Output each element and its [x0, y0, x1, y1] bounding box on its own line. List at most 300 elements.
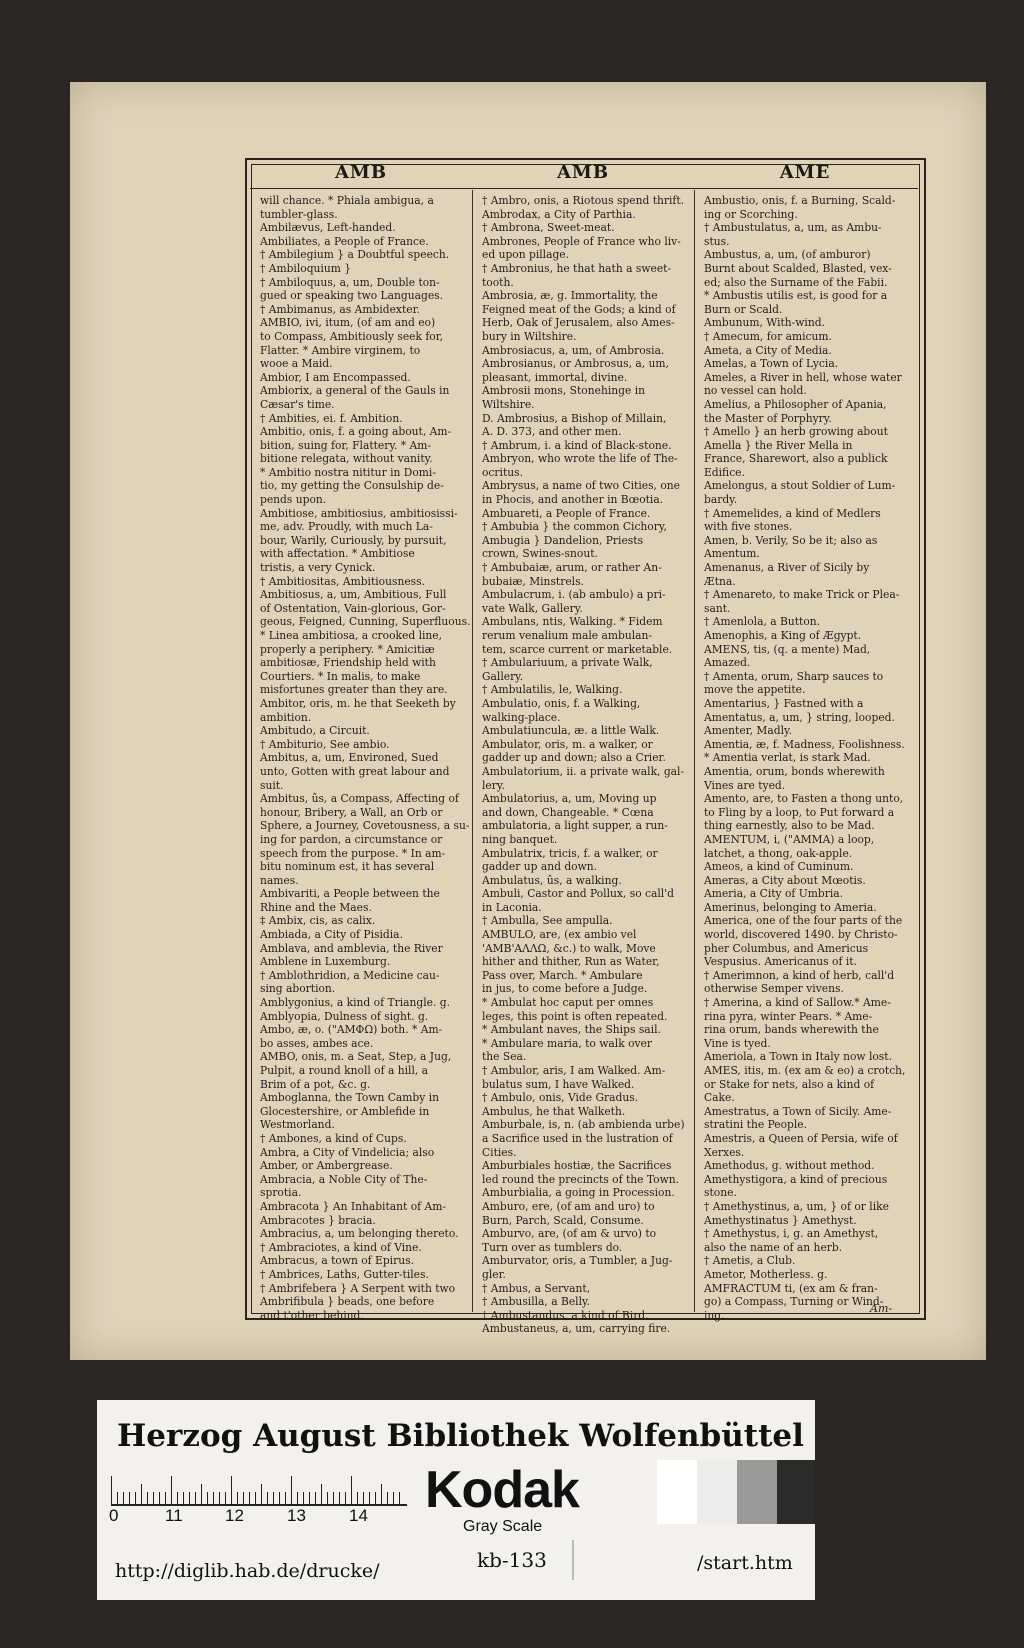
dictionary-line: † Ambulatilis, le, Walking. [482, 683, 623, 697]
scale-ruler [111, 1474, 407, 1506]
dictionary-line: Amentatus, a, um, } string, looped. [704, 710, 895, 724]
dictionary-line: Ambulatio, onis, f. a Walking, [482, 696, 641, 710]
dictionary-line: Ambrosii mons, Stonehinge in [482, 384, 645, 398]
dictionary-line: AMENS, tis, (q. a mente) Mad, [704, 642, 871, 656]
dictionary-line: † Ambusilla, a Belly. [482, 1295, 591, 1309]
dictionary-line: Ambitiose, ambitiosius, ambitiosissi- [260, 506, 458, 520]
dictionary-line: Flatter. * Ambire virginem, to [260, 343, 421, 357]
dictionary-line: Ambustaneus, a, um, carrying fire. [482, 1322, 671, 1336]
dictionary-line: suit. [260, 778, 284, 792]
dictionary-line: Pass over, March. * Ambulare [482, 968, 643, 982]
dictionary-line: Ambracia, a Noble City of The- [260, 1172, 428, 1186]
ruler-tick [111, 1476, 112, 1504]
dictionary-line: Ambunum, With-wind. [704, 316, 825, 330]
ruler-tick [141, 1484, 142, 1504]
dictionary-line: † Amethystinus, a, um, } of or like [704, 1199, 889, 1213]
dictionary-line: Ambivariti, a People between the [260, 887, 440, 901]
dictionary-line: Ambitio, onis, f. a going about, Am- [260, 425, 452, 439]
dictionary-line: Ambitiosus, a, um, Ambitious, Full [260, 588, 447, 602]
dictionary-line: Herb, Oak of Jerusalem, also Ames- [482, 316, 675, 330]
dictionary-line: speech from the purpose. * In am- [260, 846, 446, 860]
ruler-tick [117, 1492, 118, 1504]
ruler-tick [153, 1492, 154, 1504]
dictionary-line: rina orum, bands wherewith the [704, 1023, 879, 1037]
ruler-tick [213, 1492, 214, 1504]
ruler-tick [333, 1492, 334, 1504]
dictionary-line: † Amecum, for amicum. [704, 329, 832, 343]
ruler-tick [303, 1492, 304, 1504]
dictionary-line: thing earnestly, also to be Mad. [704, 819, 875, 833]
dictionary-line: Ambulatrix, tricis, f. a walker, or [482, 846, 658, 860]
dictionary-line: Amestris, a Queen of Persia, wife of [704, 1131, 898, 1145]
dictionary-line: stone. [704, 1186, 737, 1200]
dictionary-line: † Ambubia } the common Cichory, [482, 520, 667, 534]
ruler-number: 14 [349, 1506, 368, 1525]
dictionary-line: † Ambrona, Sweet-meat. [482, 221, 615, 235]
dictionary-line: bo asses, ambes ace. [260, 1036, 374, 1050]
dictionary-line: Amenter, Madly. [704, 724, 792, 738]
dictionary-line: † Ambrices, Laths, Gutter-tiles. [260, 1267, 429, 1281]
dictionary-line: Courtiers. * In malis, to make [260, 669, 421, 683]
dictionary-line: unto, Gotten with great labour and [260, 764, 450, 778]
ruler-tick [315, 1492, 316, 1504]
dictionary-line: Ambrodax, a City of Parthia. [482, 207, 636, 221]
dictionary-line: Amethodus, g. without method. [704, 1159, 875, 1173]
ruler-tick [237, 1492, 238, 1504]
dictionary-line: in Phocis, and another in Bœotia. [482, 493, 664, 507]
ruler-tick [369, 1492, 370, 1504]
ruler-tick [291, 1476, 292, 1504]
dictionary-line: Ambulatorius, a, um, Moving up [482, 792, 657, 806]
dictionary-line: go) a Compass, Turning or Wind- [704, 1295, 884, 1309]
dictionary-line: Brim of a pot, &c. g. [260, 1077, 371, 1091]
dictionary-line: Amboglanna, the Town Camby in [260, 1091, 440, 1105]
ruler-tick [129, 1492, 130, 1504]
dictionary-line: Amburbale, is, n. (ab ambienda urbe) [482, 1118, 685, 1132]
ruler-tick [243, 1492, 244, 1504]
dictionary-line: * Ambulant naves, the Ships sail. [482, 1023, 661, 1037]
dictionary-line: Ambrifibula } beads, one before [260, 1295, 435, 1309]
dictionary-line: Ambulator, oris, m. a walker, or [482, 737, 653, 751]
dictionary-line: † Ambulariuum, a private Walk, [482, 656, 653, 670]
dictionary-line: Sphere, a Journey, Covetousness, a su- [260, 819, 470, 833]
dictionary-line: † Ambiloquium } [260, 261, 352, 275]
dictionary-line: Pulpit, a round knoll of a hill, a [260, 1064, 429, 1077]
dictionary-line: Ambitudo, a Circuit. [260, 724, 370, 738]
dictionary-line: † Amenareto, to make Trick or Plea- [704, 588, 900, 602]
dictionary-line: Ambulatus, ûs, a walking. [482, 873, 622, 887]
dictionary-line: to Fling by a loop, to Put forward a [704, 805, 895, 819]
dictionary-line: Ameria, a City of Umbria. [704, 887, 844, 901]
dictionary-line: Amenanus, a River of Sicily by [704, 561, 870, 575]
dictionary-line: Rhine and the Maes. [260, 900, 372, 914]
dictionary-line: AMBIO, ivi, itum, (of am and eo) [260, 316, 436, 330]
dictionary-line: † Ambrifebera } A Serpent with two [260, 1281, 456, 1295]
dictionary-line: † Ambiturio, See ambio. [260, 737, 390, 751]
dictionary-line: † Ambulla, See ampulla. [482, 914, 613, 928]
dictionary-line: Amburvo, are, (of am & urvo) to [482, 1227, 657, 1241]
dictionary-line: † Amerina, a kind of Sallow.* Ame- [704, 996, 891, 1010]
ruler-tick [207, 1492, 208, 1504]
dictionary-line: sant. [704, 601, 731, 615]
column-rule-1 [472, 190, 473, 1312]
dictionary-line: Amestratus, a Town of Sicily. Ame- [704, 1104, 892, 1118]
dictionary-line: also the name of an herb. [704, 1240, 843, 1254]
dictionary-line: honour, Bribery, a Wall, an Orb or [260, 805, 443, 819]
gray-swatch [657, 1460, 697, 1524]
dictionary-line: and down, Changeable. * Cœna [482, 805, 654, 819]
dictionary-line: † Amello } an herb growing about [704, 425, 888, 439]
dictionary-line: Burn, Parch, Scald, Consume. [482, 1213, 644, 1227]
dictionary-line: Ambracius, a, um belonging thereto. [260, 1227, 459, 1241]
dictionary-line: Ameriola, a Town in Italy now lost. [704, 1050, 892, 1064]
ruler-tick [147, 1492, 148, 1504]
dictionary-line: bubaiæ, Minstrels. [482, 574, 584, 588]
dictionary-line: bitu nominum est, it has several [260, 860, 435, 874]
dictionary-line: pher Columbus, and Americus [704, 941, 869, 955]
dictionary-line: † Amenlola, a Button. [704, 615, 821, 629]
gray-swatch [737, 1460, 777, 1524]
dictionary-line: † Ambus, a Servant, [482, 1281, 591, 1295]
dictionary-line: France, Sharewort, also a publick [704, 452, 888, 466]
dictionary-line: Ambo, æ, o. ("ΑΜΦΩ) both. * Am- [260, 1023, 443, 1037]
dictionary-line: AMENTUM, i, ("AMMA) a loop, [704, 832, 875, 846]
dictionary-line: † Ambitiositas, Ambitiousness. [260, 574, 426, 588]
dictionary-line: Ambilævus, Left-handed. [260, 221, 396, 235]
dictionary-line: ambition. [260, 710, 312, 724]
dictionary-line: ing for pardon, a circumstance or [260, 832, 443, 846]
dictionary-line: Ambustus, a, um, (of amburor) [704, 248, 871, 262]
dictionary-line: Ameras, a City about Mœotis. [704, 873, 866, 887]
dictionary-line: AMFRACTUM ti, (ex am & fran- [704, 1281, 878, 1295]
dictionary-line: * Ambulat hoc caput per omnes [482, 996, 654, 1010]
ruler-tick [177, 1492, 178, 1504]
dictionary-line: Amethystigora, a kind of precious [704, 1172, 888, 1186]
dictionary-line: † Amenta, orum, Sharp sauces to [704, 669, 884, 683]
ruler-tick [201, 1484, 202, 1504]
dictionary-line: tio, my getting the Consulship de- [260, 479, 444, 493]
dictionary-line: Amentum. [704, 547, 760, 561]
dictionary-line: gued or speaking two Languages. [260, 289, 444, 303]
ruler-tick [267, 1492, 268, 1504]
dictionary-line: Ambulatiuncula, æ. a little Walk. [482, 724, 660, 738]
dictionary-line: move the appetite. [704, 683, 806, 697]
dictionary-line: to Compass, Ambitiously seek for, [260, 329, 444, 343]
dictionary-line: in jus, to come before a Judge. [482, 982, 648, 996]
dictionary-line: Cities. [482, 1145, 517, 1159]
dictionary-line: ambulatoria, a light supper, a run- [482, 819, 668, 833]
gray-swatch [697, 1460, 737, 1524]
start-url: /start.htm [697, 1552, 793, 1574]
ruler-tick [123, 1492, 124, 1504]
dictionary-line: † Ambubaiæ, arum, or rather An- [482, 561, 662, 575]
running-head-right: AME [779, 162, 831, 183]
dictionary-line: pends upon. [260, 493, 327, 507]
dictionary-line: otherwise Semper vivens. [704, 982, 844, 996]
dictionary-line: ing or Scorching. [704, 207, 798, 221]
dictionary-line: Amblava, and amblevia, the River [260, 941, 443, 955]
dictionary-line: Ambiorix, a general of the Gauls in [260, 384, 450, 398]
dictionary-line: latchet, a thong, oak-apple. [704, 846, 853, 860]
dictionary-line: Feigned meat of the Gods; a kind of [482, 302, 676, 316]
dictionary-line: Ambryon, who wrote the life of The- [482, 452, 678, 466]
dictionary-line: walking-place. [482, 710, 561, 724]
ruler-tick [321, 1484, 322, 1504]
ruler-tick [255, 1492, 256, 1504]
ruler-tick [351, 1476, 352, 1504]
dictionary-line: Ambulacrum, i. (ab ambulo) a pri- [482, 588, 666, 602]
ruler-tick [195, 1492, 196, 1504]
dictionary-line: ed upon pillage. [482, 248, 570, 262]
ruler-number: 13 [287, 1506, 306, 1525]
dictionary-line: Amentia, orum, bonds wherewith [704, 764, 885, 778]
scanned-page [70, 82, 986, 1360]
dictionary-line: bulatus sum, I have Walked. [482, 1077, 635, 1091]
dictionary-line: Ambitus, a, um, Environed, Sued [260, 751, 439, 765]
dictionary-line: with five stones. [704, 520, 793, 534]
dictionary-line: Turn over as tumblers do. [482, 1240, 623, 1254]
dictionary-line: Ameles, a River in hell, whose water [704, 370, 902, 384]
dictionary-line: * Ambustis utilis est, is good for a [704, 289, 888, 303]
dictionary-line: A. D. 373, and other men. [482, 425, 622, 439]
dictionary-line: ambitiosæ, Friendship held with [260, 656, 436, 670]
ruler-tick [219, 1492, 220, 1504]
dictionary-line: names. [260, 873, 299, 887]
dictionary-line: Ambrosia, æ, g. Immortality, the [482, 289, 658, 303]
ruler-tick [231, 1476, 232, 1504]
column-3 [704, 194, 914, 1322]
dictionary-line: * Ambitio nostra nititur in Domi- [260, 465, 436, 479]
ruler-tick [345, 1492, 346, 1504]
dictionary-line: † Ametis, a Club. [704, 1254, 796, 1268]
ruler-tick [357, 1492, 358, 1504]
dictionary-line: sprotia. [260, 1186, 302, 1200]
dictionary-line: Ambrysus, a name of two Cities, one [482, 479, 680, 493]
dictionary-line: 'ΑΜΒ'ΑΛΛΩ, &c.) to walk, Move [482, 941, 656, 955]
dictionary-line: America, one of the four parts of the [704, 914, 903, 928]
ruler-tick [399, 1492, 400, 1504]
dictionary-line: † Amerimnon, a kind of herb, call'd [704, 968, 895, 982]
dictionary-line: Amethystinatus } Amethyst. [704, 1213, 857, 1227]
dictionary-line: Amenophis, a King of Ægypt. [704, 629, 862, 642]
dictionary-line: Cake. [704, 1091, 735, 1105]
column-rule-2 [694, 190, 695, 1312]
dictionary-line: or Stake for nets, also a kind of [704, 1077, 875, 1091]
dictionary-line: stratini the People. [704, 1118, 808, 1132]
dictionary-line: ed; also the Surname of the Fabii. [704, 275, 888, 289]
dictionary-line: † Ambustulatus, a, um, as Ambu- [704, 221, 882, 235]
dictionary-line: † Ambiloquus, a, um, Double ton- [260, 275, 440, 289]
dictionary-line: † Ambulor, aris, I am Walked. Am- [482, 1064, 666, 1077]
ruler-tick [249, 1492, 250, 1504]
dictionary-line: vate Walk, Gallery. [482, 601, 583, 615]
dictionary-line: bardy. [704, 493, 738, 507]
dictionary-line: hither and thither, Run as Water, [482, 955, 660, 969]
dictionary-line: Amella } the River Mella in [704, 438, 853, 452]
dictionary-line: Ambiliates, a People of France. [260, 234, 429, 248]
dictionary-line: Amburo, ere, (of am and uro) to [482, 1199, 655, 1213]
dictionary-line: sing abortion. [260, 982, 336, 996]
dictionary-line: rina pyra, winter Pears. * Ame- [704, 1009, 873, 1023]
dictionary-line: gadder up and down. [482, 860, 598, 874]
dictionary-line: Ambitor, oris, m. he that Seeketh by [260, 696, 456, 710]
dictionary-line: the Master of Porphyry. [704, 411, 832, 425]
dictionary-line: no vessel can hold. [704, 384, 807, 398]
dictionary-line: Amburbialia, a going in Procession. [482, 1186, 675, 1200]
dictionary-line: Ameta, a City of Media. [704, 343, 832, 357]
dictionary-line: rerum venalium male ambulan- [482, 629, 652, 642]
ruler-tick [165, 1492, 166, 1504]
dictionary-line: ‡ Ambix, cis, as calix. [260, 914, 376, 928]
dictionary-line: Wiltshire. [482, 397, 535, 411]
ruler-tick [285, 1492, 286, 1504]
dictionary-line: stus. [704, 234, 730, 248]
dictionary-line: with affectation. * Ambitiose [260, 547, 415, 561]
dictionary-line: Amblyopia, Dulness of sight. g. [260, 1009, 429, 1023]
dictionary-line: Vines are tyed. [704, 778, 786, 792]
ruler-tick [297, 1492, 298, 1504]
ruler-tick [327, 1492, 328, 1504]
dictionary-line: † Ambustandus, a kind of Bird. [482, 1308, 649, 1322]
dictionary-line: gadder up and down; also a Crier. [482, 751, 666, 765]
dictionary-line: Ambustio, onis, f. a Burning, Scald- [704, 194, 896, 207]
dictionary-line: ocritus. [482, 465, 524, 479]
dictionary-line: will chance. * Phiala ambigua, a [260, 194, 434, 207]
dictionary-line: Vespusius. Americanus of it. [704, 955, 857, 969]
dictionary-line: Amen, b. Verily, So be it; also as [704, 533, 878, 547]
dictionary-line: Ameos, a kind of Cuminum. [704, 860, 854, 874]
running-head-center: AMB [556, 162, 610, 183]
dictionary-line: Amelas, a Town of Lycia. [704, 357, 839, 371]
dictionary-line: Amazed. [704, 656, 751, 670]
ruler-tick [171, 1476, 172, 1504]
ruler-tick [363, 1492, 364, 1504]
ruler-tick [279, 1492, 280, 1504]
dictionary-line: of Ostentation, Vain-glorious, Gor- [260, 601, 446, 615]
gray-scale-label: Gray Scale [463, 1518, 543, 1535]
dictionary-line: AMBO, onis, m. a Seat, Step, a Jug, [260, 1050, 452, 1064]
dictionary-line: Burnt about Scalded, Blasted, vex- [704, 261, 892, 275]
dictionary-line: Amblene in Luxemburg. [260, 955, 391, 969]
catchword: Am- [870, 1302, 893, 1315]
target-card [97, 1400, 815, 1600]
dictionary-line: Vine is tyed. [704, 1036, 771, 1050]
dictionary-line: * Amentia verlat, is stark Mad. [704, 751, 871, 765]
dictionary-line: tem, scarce current or marketable. [482, 642, 673, 656]
dictionary-line: † Ambilegium } a Doubtful speech. [260, 248, 450, 262]
dictionary-line: tristis, a very Cynick. [260, 561, 376, 575]
dictionary-line: Ambrosianus, or Ambrosus, a, um, [482, 357, 669, 371]
dictionary-line: Ambitus, ûs, a Compass, Affecting of [260, 792, 459, 806]
ruler-number: 11 [165, 1506, 183, 1525]
dictionary-line: Amber, or Ambergrease. [260, 1159, 393, 1173]
dictionary-line: Ambulatorium, ii. a private walk, gal- [482, 764, 685, 778]
dictionary-line: lery. [482, 778, 505, 792]
dictionary-line: ning banquet. [482, 832, 558, 846]
kodak-logo: Kodak [425, 1461, 579, 1519]
column-1 [260, 194, 471, 1322]
dictionary-line: D. Ambrosius, a Bishop of Millain, [482, 411, 667, 425]
dictionary-line: Ambulus, he that Walketh. [482, 1104, 626, 1118]
dictionary-line: bour, Warily, Curiously, by pursuit, [260, 533, 447, 547]
dictionary-line: ing. [704, 1308, 725, 1322]
dictionary-line: Glocestershire, or Amblefide in [260, 1104, 430, 1118]
dictionary-line: gler. [482, 1267, 506, 1281]
dictionary-line: the Sea. [482, 1050, 527, 1064]
ruler-tick [135, 1492, 136, 1504]
dictionary-line: Ambior, I am Encompassed. [260, 370, 411, 384]
dictionary-line: † Ambulo, onis, Vide Gradus. [482, 1091, 639, 1105]
running-head-left: AMB [334, 162, 388, 183]
dictionary-line: Amelongus, a stout Soldier of Lum- [704, 479, 896, 493]
dictionary-line: world, discovered 1490. by Christo- [704, 928, 898, 942]
dictionary-line: AMES, itis, m. (ex am & eo) a crotch, [704, 1064, 906, 1077]
ruler-tick [273, 1492, 274, 1504]
ruler-tick [375, 1492, 376, 1504]
dictionary-line: pleasant, immortal, divine. [482, 370, 628, 384]
ruler-tick [387, 1492, 388, 1504]
dictionary-line: Amerinus, belonging to Ameria. [704, 900, 877, 914]
dictionary-line: † Ambro, onis, a Riotous spend thrift. [482, 194, 685, 207]
dictionary-line: me, adv. Proudly, with much La- [260, 520, 433, 534]
dictionary-line: tumbler-glass. [260, 207, 338, 221]
dictionary-line: † Ambrum, i. a kind of Black-stone. [482, 438, 672, 452]
dictionary-line: Ambugia } Dandelion, Priests [482, 533, 644, 547]
dictionary-line: Ambracotes } bracia. [260, 1213, 376, 1227]
dictionary-line: † Amblothridion, a Medicine cau- [260, 968, 440, 982]
ruler-tick [261, 1484, 262, 1504]
dictionary-line: Amblygonius, a kind of Triangle. g. [260, 996, 450, 1010]
header-rule [250, 188, 918, 189]
dictionary-line: Westmorland. [260, 1118, 335, 1132]
dictionary-line: bition, suing for, Flattery. * Am- [260, 438, 431, 452]
ruler-tick [339, 1492, 340, 1504]
dictionary-line: † Ambronius, he that hath a sweet- [482, 261, 672, 275]
dictionary-line: bitione relegata, without vanity. [260, 452, 433, 466]
dictionary-line: † Ambimanus, as Ambidexter. [260, 302, 420, 316]
dictionary-line: Amelius, a Philosopher of Apania, [704, 397, 887, 411]
dictionary-line: wooe a Maid. [260, 357, 333, 371]
dictionary-line: tooth. [482, 275, 514, 289]
gray-swatch [777, 1460, 815, 1524]
dictionary-line: Gallery. [482, 669, 524, 683]
dictionary-line: † Ambones, a kind of Cups. [260, 1131, 407, 1145]
ruler-number: 12 [225, 1506, 244, 1525]
dictionary-line: Xerxes. [704, 1145, 745, 1159]
dictionary-line: Ambrosiacus, a, um, of Ambrosia. [482, 343, 665, 357]
dictionary-line: Cæsar's time. [260, 397, 335, 411]
dictionary-line: Amburbiales hostiæ, the Sacrifices [482, 1159, 672, 1173]
ruler-tick [393, 1492, 394, 1504]
dictionary-line: Ambiada, a City of Pisidia. [260, 928, 403, 942]
dictionary-line: Ambrones, People of France who liv- [482, 234, 681, 248]
dictionary-line: geous, Feigned, Cunning, Superfluous. [260, 615, 471, 629]
dictionary-line: and t'other behind. [260, 1308, 364, 1322]
dictionary-line: Ambulans, ntis, Walking. * Fidem [482, 615, 663, 629]
ruler-tick [159, 1492, 160, 1504]
source-url: http://diglib.hab.de/drucke/ [115, 1560, 380, 1582]
dictionary-line: Amburvator, oris, a Tumbler, a Jug- [482, 1254, 673, 1268]
dictionary-line: led round the precincts of the Town. [482, 1172, 680, 1186]
dictionary-line: Ametor, Motherless. g. [704, 1267, 828, 1281]
library-name: Herzog August Bibliothek Wolfenbüttel [117, 1418, 804, 1454]
dictionary-line: Amento, are, to Fasten a thong unto, [704, 792, 904, 806]
dictionary-line: † Amethystus, i, g. an Amethyst, [704, 1227, 879, 1241]
dictionary-line: Amentarius, } Fastned with a [704, 696, 864, 710]
dictionary-line: Ambuli, Castor and Pollux, so call'd [482, 887, 674, 901]
dictionary-line: Ambuareti, a People of France. [482, 506, 651, 520]
dictionary-line: properly a periphery. * Amicitiæ [260, 642, 435, 656]
